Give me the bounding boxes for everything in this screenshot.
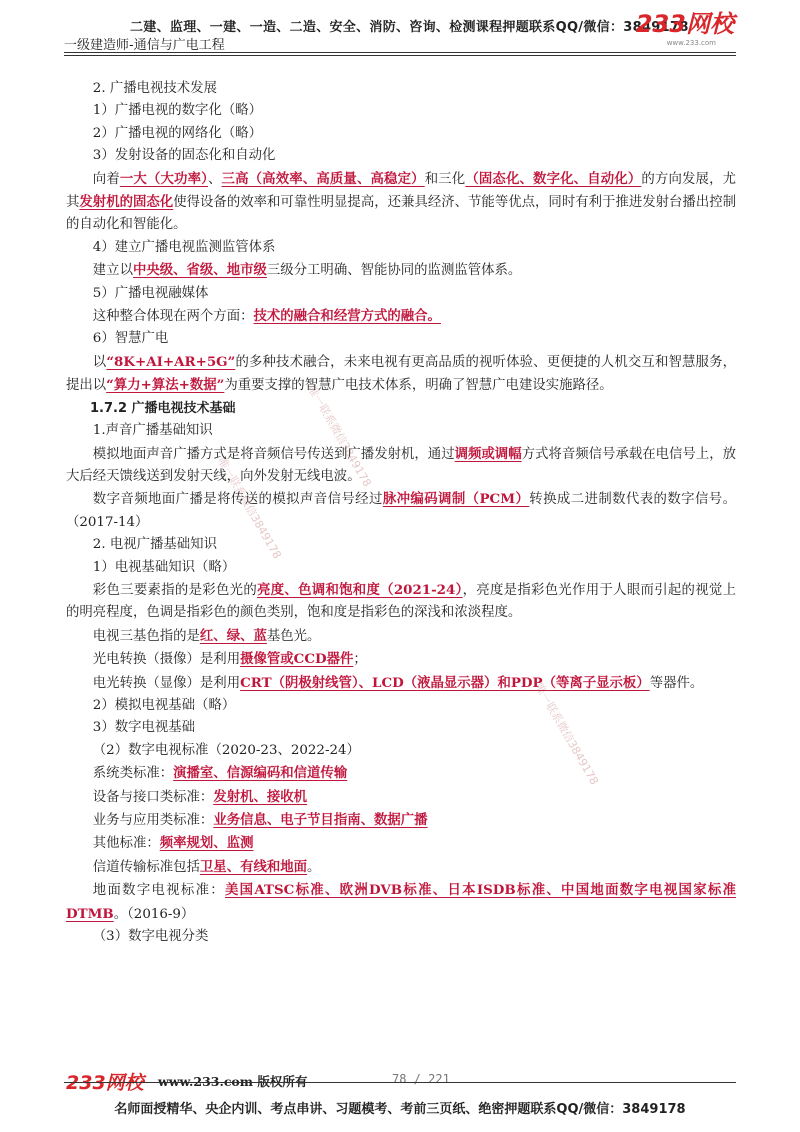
- text-run: 使得设备的效率和可靠性明显提高，还兼具经济、节能等优点，同时有利于推进发射台播出控制的自动化和智能化。: [66, 195, 737, 233]
- paragraph: [66, 534, 736, 556]
- paragraph: [66, 926, 736, 948]
- highlighted-term: 一大（大功率）: [119, 170, 208, 187]
- highlighted-term: 三高（高效率、高质量、高稳定）: [221, 170, 425, 187]
- paragraph: [66, 443, 736, 489]
- text-run: 方式将音频信号承载在电信号上，放大后经天馈线送到发射天线，向外发射无线电波。: [66, 446, 737, 484]
- paragraph: [66, 259, 736, 282]
- paragraph: [66, 762, 736, 785]
- paragraph: [66, 740, 736, 762]
- text-run: 1）电视基础知识（略）: [92, 559, 236, 575]
- highlighted-term: 调频或调幅: [454, 445, 522, 462]
- paragraph: [66, 856, 736, 879]
- text-run: 的方向发展，尤其: [66, 171, 737, 211]
- text-run: 电光转换（显像）是利用: [92, 675, 241, 691]
- paragraph: [66, 557, 736, 579]
- highlighted-term: 亮度、色调和饱和度（2021-24）: [257, 581, 463, 598]
- text-run: 向着: [92, 171, 120, 187]
- site-logo-url: www.233.com: [666, 39, 716, 47]
- paragraph: [66, 145, 736, 167]
- document-body: [66, 78, 736, 948]
- text-run: 等器件。: [649, 675, 704, 691]
- highlighted-term: 脉冲编码调制（PCM）: [382, 491, 530, 508]
- paragraph: [66, 328, 736, 350]
- watermark: 唯一联系微信3849178: [532, 681, 601, 788]
- highlighted-term: 美国ATSC标准、欧洲DVB标准、日本ISDB标准、中国地面数字电视国家标准DTMB: [66, 882, 737, 922]
- text-run: 基色光。: [266, 628, 321, 644]
- paragraph: [66, 672, 736, 695]
- text-run: 电视三基色指的是: [92, 628, 200, 644]
- paragraph: [66, 786, 736, 809]
- text-run: 。（2016-9）: [113, 906, 195, 922]
- text-run: 5）广播电视融媒体: [92, 285, 209, 301]
- text-run: 其他标准：: [92, 836, 160, 852]
- paragraph: [66, 625, 736, 648]
- highlighted-term: 技术的融合和经营方式的融合。: [253, 308, 441, 325]
- text-run: 三级分工明确、智能协同的监测监管体系。: [266, 263, 522, 279]
- highlighted-term: “8K+AI+AR+5G”: [106, 353, 236, 370]
- highlighted-term: 红、绿、蓝: [199, 627, 267, 644]
- text-run: 以: [92, 354, 107, 370]
- text-run: 设备与接口类标准：: [92, 789, 214, 805]
- paragraph: [66, 100, 736, 122]
- paragraph: [66, 717, 736, 739]
- text-run: 2. 电视广播基础知识: [92, 537, 217, 553]
- paragraph: [66, 648, 736, 671]
- text-run: 1.声音广播基础知识: [92, 423, 213, 439]
- text-run: ，亮度是指彩色光作用于人眼而引起的视觉上的明亮程度，色调是指彩色的颜色类别，饱和度是指彩色的深浅和浓淡程度。: [66, 582, 737, 621]
- text-run: 为重要支撑的智慧广电技术体系，明确了智慧广电建设实施路径。: [224, 378, 613, 394]
- text-run: 数字音频地面广播是将传送的模拟声音信号经过: [92, 492, 383, 508]
- text-run: ；: [353, 652, 367, 668]
- paragraph: [66, 695, 736, 717]
- text-run: 2）模拟电视基础（略）: [92, 697, 236, 713]
- footer-copyright: www.233.com 版权所有: [158, 1074, 308, 1089]
- text-run: 彩色三要素指的是彩色光的: [92, 582, 258, 598]
- text-run: 、: [208, 171, 222, 187]
- paragraph: [66, 123, 736, 145]
- highlighted-term: 卫星、有线和地面: [199, 858, 308, 875]
- text-run: （3）数字电视分类: [92, 929, 209, 945]
- paragraph: [66, 420, 736, 442]
- text-run: 6）智慧广电: [92, 331, 169, 347]
- text-run: 光电转换（摄像）是利用: [92, 652, 241, 668]
- text-run: 3）发射设备的固态化和自动化: [92, 148, 276, 164]
- text-run: 转换成二进制数代表的数字信号。（2017-14）: [66, 492, 736, 530]
- site-logo: 233网校: [635, 10, 734, 38]
- text-run: （2）数字电视标准（2020-23、2022-24）: [92, 742, 360, 758]
- footer-divider: [64, 1082, 736, 1083]
- highlighted-term: 业务信息、电子节目指南、数据广播: [213, 812, 428, 828]
- text-run: 地面数字电视标准：: [92, 883, 225, 899]
- text-run: 信道传输标准包括: [92, 859, 200, 875]
- paragraph: [66, 78, 736, 100]
- footer-logo: 233网校: [66, 1072, 144, 1094]
- text-run: 2）广播电视的网络化（略）: [92, 125, 263, 141]
- text-run: 模拟地面声音广播方式是将音频信号传送到广播发射机，通过: [92, 446, 455, 462]
- text-run: 4）建立广播电视监测监管体系: [92, 239, 276, 255]
- highlighted-term: 中央级、省级、地市级: [132, 262, 267, 279]
- highlighted-term: 发射机的固态化: [79, 194, 174, 211]
- paragraph: [66, 879, 736, 926]
- text-run: 1）广播电视的数字化（略）: [92, 103, 263, 119]
- header-contact: 二建、监理、一建、一造、二造、安全、消防、咨询、检测课程押题联系QQ/微信：3849178: [130, 20, 689, 35]
- page-number: 78 / 221: [392, 1072, 450, 1086]
- text-run: 。: [307, 859, 321, 875]
- paragraph: [66, 832, 736, 855]
- paragraph: [66, 283, 736, 305]
- header-divider: [64, 55, 736, 56]
- highlighted-term: “算力+算法+数据”: [106, 377, 225, 394]
- paragraph: [66, 809, 736, 832]
- text-run: 2. 广播电视技术发展: [92, 81, 217, 96]
- paragraph: [66, 168, 736, 237]
- text-run: 的多种技术融合，未来电视有更高品质的视听体验、更便捷的人机交互和智慧服务，提出以: [66, 354, 737, 394]
- paragraph: [66, 305, 736, 328]
- paragraph: [66, 398, 736, 420]
- text-run: 系统类标准：: [92, 766, 174, 782]
- header-divider: [64, 52, 736, 53]
- text-run: 这种整合体现在两个方面：: [92, 309, 254, 325]
- paragraph: [66, 237, 736, 259]
- highlighted-term: 演播室、信源编码和信道传输: [173, 765, 348, 782]
- text-run: 3）数字电视基础: [92, 720, 196, 736]
- highlighted-term: CRT（阴极射线管）、LCD（液晶显示器）和PDP（等离子显示板）: [240, 674, 650, 691]
- highlighted-term: 发射机、接收机: [213, 788, 308, 805]
- footer-contact: 名师面授精华、央企内训、考点串讲、习题模考、考前三页纸、绝密押题联系QQ/微信：3849178: [114, 1102, 686, 1117]
- text-run: 1.7.2 广播电视技术基础: [90, 400, 236, 416]
- watermark: 唯一联系微信3849178: [215, 455, 284, 562]
- highlighted-term: （固态化、数字化、自动化）: [465, 170, 642, 187]
- text-run: 业务与应用类标准：: [92, 813, 214, 828]
- paragraph: [66, 488, 736, 534]
- highlighted-term: 摄像管或CCD器件: [240, 651, 354, 668]
- watermark: 唯一联系微信3849178: [305, 383, 374, 490]
- text-run: 和三化: [424, 171, 466, 187]
- highlighted-term: 频率规划、监测: [159, 835, 254, 852]
- text-run: 建立以: [92, 263, 133, 279]
- header-subject: 一级建造师-通信与广电工程: [64, 38, 225, 53]
- paragraph: [66, 579, 736, 625]
- paragraph: [66, 351, 736, 398]
